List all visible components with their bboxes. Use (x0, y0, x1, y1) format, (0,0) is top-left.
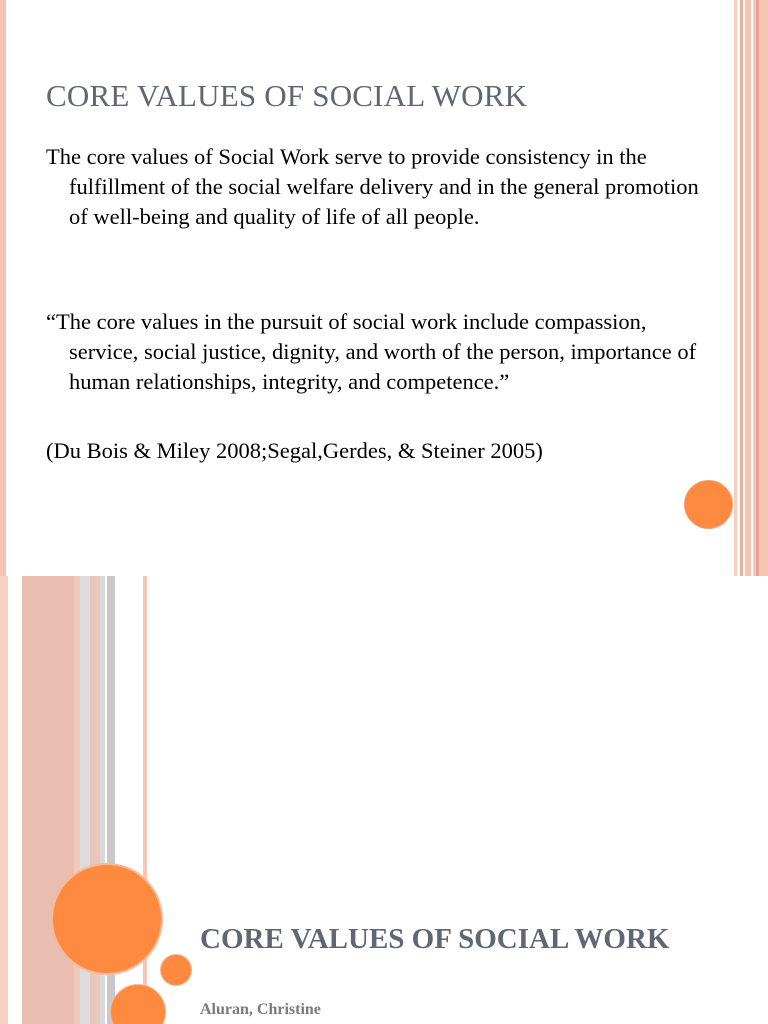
citation: (Du Bois & Miley 2008;Segal,Gerdes, & Steiner 2005) (46, 438, 543, 463)
right-stripe (734, 0, 737, 576)
right-stripe (740, 0, 743, 576)
accent-circle-large (51, 863, 163, 975)
title-slide-heading: CORE VALUES OF SOCIAL WORK (200, 923, 670, 955)
slide-2 (0, 576, 768, 1024)
left-edge-stripe (0, 0, 6, 576)
left-stripe (0, 576, 8, 1024)
slide-title: CORE VALUES OF SOCIAL WORK (46, 78, 528, 113)
body-paragraph: The core values of Social Work serve to provide consistency in the fulfillment of the social welfare delivery and in the general promotion of well-being and quality of life of all people. (46, 144, 699, 229)
quote-paragraph: “The core values in the pursuit of social work include compassion, service, social justice, dignity, and worth of the person, importance of human relationships, integrity, and competence.” (46, 309, 697, 394)
accent-circle-medium (110, 984, 166, 1024)
accent-circle-small (160, 954, 192, 986)
right-stripe (745, 0, 751, 576)
accent-circle (684, 480, 733, 529)
author-name: Aluran, Christine (200, 1001, 321, 1018)
right-stripe (756, 0, 759, 576)
